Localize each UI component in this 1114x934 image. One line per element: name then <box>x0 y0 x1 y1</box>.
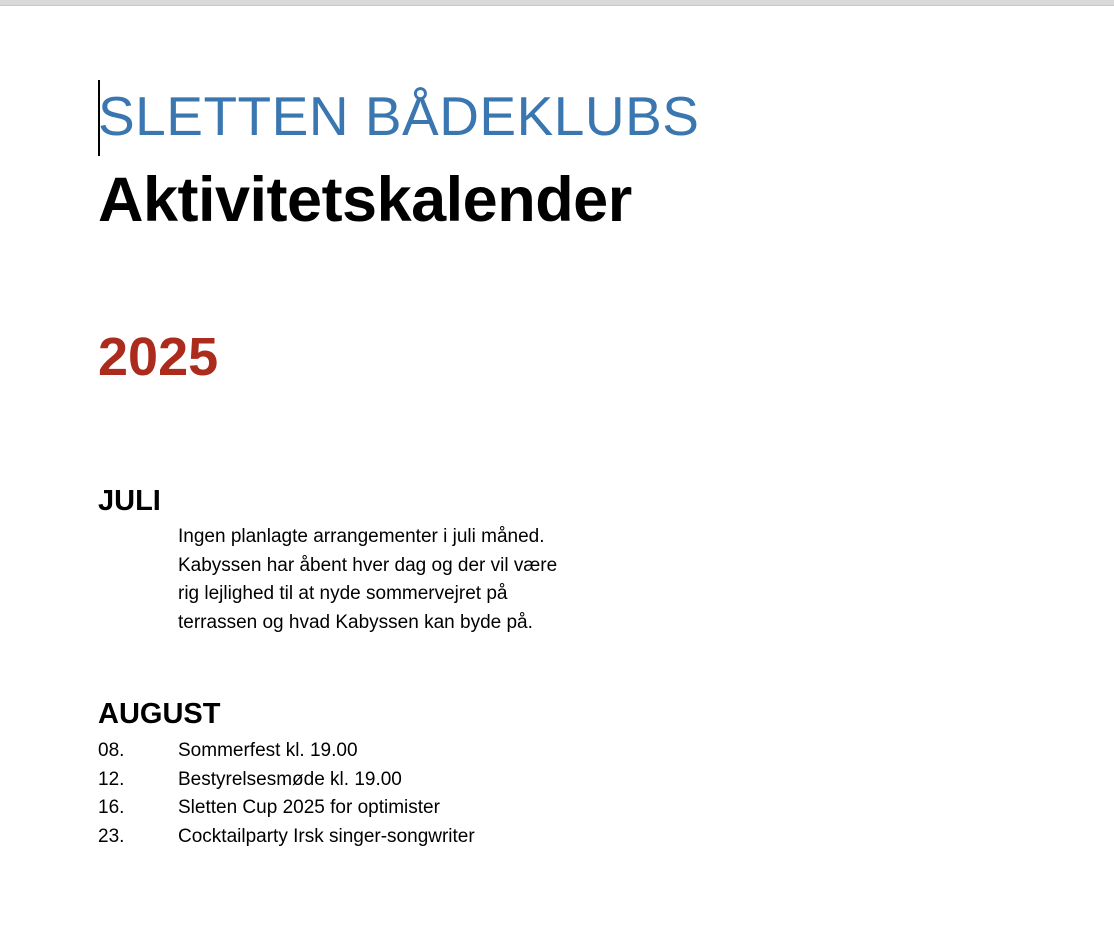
event-day: 23. <box>98 826 125 848</box>
event-item[interactable] <box>98 794 475 823</box>
event-day: 12. <box>98 768 125 790</box>
document-page[interactable] <box>0 6 1114 934</box>
event-text: Cocktailparty Irsk singer-songwriter <box>178 826 475 848</box>
event-text: Sommerfest kl. 19.00 <box>178 740 358 761</box>
july-text-line: Ingen planlagte arrangementer i juli måned. <box>178 526 545 547</box>
event-item[interactable] <box>98 823 475 852</box>
july-text-line: rig lejlighed til at nyde sommervejret på <box>178 583 508 604</box>
event-item[interactable] <box>98 766 475 795</box>
august-event-list <box>98 737 475 852</box>
month-heading-august[interactable]: AUGUST <box>98 698 221 730</box>
year-heading[interactable]: 2025 <box>98 327 219 387</box>
month-heading-july[interactable]: JULI <box>98 485 161 517</box>
event-day: 08. <box>98 740 125 761</box>
july-text-line: terrassen og hvad Kabyssen kan byde på. <box>178 611 533 633</box>
event-day: 16. <box>98 797 125 819</box>
club-name-heading[interactable]: SLETTEN BÅDEKLUBS <box>98 85 700 147</box>
event-item[interactable] <box>98 737 475 766</box>
event-text: Bestyrelsesmøde kl. 19.00 <box>178 768 402 790</box>
event-text: Sletten Cup 2025 for optimister <box>178 797 440 819</box>
july-text-line: Kabyssen har åbent hver dag og der vil være <box>178 554 558 576</box>
july-description[interactable] <box>178 523 618 637</box>
document-title[interactable]: Aktivitetskalender <box>98 165 632 235</box>
